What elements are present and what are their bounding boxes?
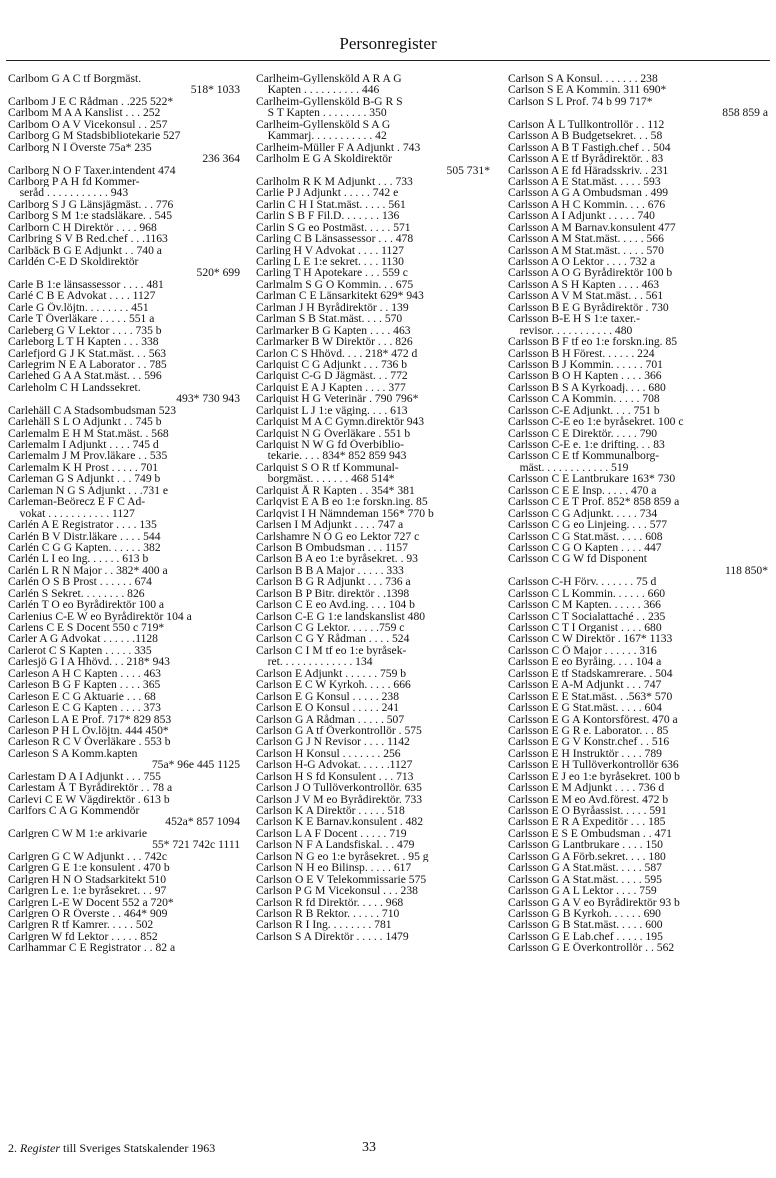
register-entry: Carler A G Advokat . . . . . .1128 [8, 633, 158, 645]
register-entry: 452a* 857 1094 [165, 816, 240, 828]
register-entry: Carlsson A B Budgetsekret. . . 58 [508, 130, 663, 142]
register-entry: Carleson L A E Prof. 717* 829 853 [8, 713, 172, 725]
register-entry: Carlemalm I Adjunkt . . . . 745 d [8, 439, 159, 451]
register-entry: Carlsson E M eo Avd.förest. 472 b [508, 793, 669, 805]
register-entry: Carlsson C G Stat.mäst. . . . . 608 [508, 530, 663, 542]
register-entry: Carlsson A O G Byrådirektör 100 b [508, 267, 673, 279]
register-entry: Carlevi C E W Vägdirektör . 613 b [8, 793, 170, 805]
register-entry: Carlsson E H Instruktör . . . . 789 [508, 747, 662, 760]
register-entry: Carleson P H L Öv.löjtn. 444 450* [8, 724, 169, 737]
register-entry: Carlson C-E G 1:e landskanslist 480 [256, 610, 426, 622]
register-entry: Carlsson E G R e. Laborator. . . 85 [508, 724, 669, 737]
register-entry: Carlgren C W M 1:e arkivarie [8, 827, 147, 840]
register-entry: Carling H V Advokat . . . . 1127 [256, 244, 404, 256]
register-entry: Carlborg P A H fd Kommer- [8, 175, 140, 188]
register-entry: Carlén S Sekret. . . . . . . . 826 [8, 587, 145, 600]
register-entry: Carlson B P Bitr. direktör . .1398 [256, 587, 410, 600]
register-entry: Carlsson G A Stat.mäst. . . . . 595 [508, 873, 662, 886]
register-entry: Carlbom O A V Vicekonsul . . 257 [8, 118, 168, 131]
register-entry: tekarie. . . . 834* 852 859 943 [256, 450, 407, 462]
register-entry: Carlehäll C A Stadsombudsman 523 [8, 404, 177, 417]
register-entry: Carlsson A E fd Häradsskriv. . 231 [508, 164, 669, 176]
register-entry: Carlson E G Konsul . . . . . 238 [256, 690, 399, 703]
register-entry: Carlsson C T I Organist . . . . 680 [508, 622, 662, 634]
register-entry: Carlsson E G A Kontorsförest. 470 a [508, 713, 678, 725]
register-entry: Carlsson C E E Insp. . . . . 470 a [508, 484, 657, 497]
register-entry: Carlgren O R Överste . . 464* 909 [8, 907, 168, 920]
register-entry: Kammarj. . . . . . . . . . . 42 [256, 130, 387, 142]
register-entry: Carlin S B F Fil.D. . . . . . . 136 [256, 210, 400, 222]
register-entry: Carlsson G A V eo Byrådirektör 93 b [508, 896, 680, 908]
register-entry: Carlsson E G V Konstr.chef . . 516 [508, 736, 670, 748]
column-2 [256, 73, 490, 942]
register-entry: Carlin C H I Stat.mäst. . . . . 561 [256, 198, 406, 211]
register-entry: Carlson S A Direktör . . . . . 1479 [256, 930, 409, 943]
page-title: Personregister [339, 34, 437, 53]
register-entry: Carleman-Beörecz E F C Ad- [8, 496, 146, 508]
register-entry: Carlborg N O F Taxer.intendent 474 [8, 164, 176, 176]
register-entry: Carleson E C G Aktuarie . . . 68 [8, 690, 156, 703]
register-entry: Carlie P J Adjunkt . . . . . 742 e [256, 187, 399, 199]
register-entry: Carlson J O Tullöverkontrollör. 635 [256, 782, 422, 794]
register-entry: Carlgren H N O Stadsarkitekt 510 [8, 873, 167, 886]
register-entry: Carlon C S Hhövd. . . . 218* 472 d [256, 347, 418, 359]
register-entry: Carleholm C H Landssekret. [8, 381, 141, 394]
register-entry: Carlbring S V B Red.chef . . .1163 [8, 233, 168, 245]
register-entry: Carlson L A F Docent . . . . . 719 [256, 827, 407, 840]
register-entry: Carlén T O eo Byrådirektör 100 a [8, 599, 165, 611]
register-entry: Carlén C G G Kapten. . . . . . 382 [8, 541, 161, 554]
register-entry: Carlqvist E A B eo 1:e forskn.ing. 85 [256, 496, 428, 508]
register-entry: Carleman N G S Adjunkt . . .731 e [8, 484, 169, 497]
register-entry: 118 850* [724, 564, 768, 577]
register-entry: Carlén O S B Prost . . . . . . 674 [8, 576, 152, 588]
register-entry: Carlson J V M eo Byrådirektör. 733 [256, 793, 423, 805]
register-entry: seråd . . . . . . . . . . . 943 [8, 187, 129, 199]
register-entry: Carlsson G Lantbrukare . . . . 150 [508, 839, 663, 851]
register-entry: Carlén A E Registrator . . . . 135 [8, 519, 157, 531]
register-entry: Carlson N H eo Bilinsp. . . . . 617 [256, 862, 412, 874]
footer-prefix: 2. [8, 1141, 20, 1155]
register-entry: Carlsson C W Direktör . 167* 1133 [508, 633, 673, 645]
register-entry: Carlsson A H C Kommin. . . . 676 [508, 198, 666, 211]
register-entry: Carlsson E eo Byråing. . . . 104 a [508, 656, 662, 668]
register-entry: Carlson C E eo Avd.ing. . . . 104 b [256, 599, 415, 611]
register-entry: Carlquist H G Veterinär . 790 796* [256, 393, 419, 405]
register-entry: Kapten . . . . . . . . . . 446 [256, 84, 380, 96]
register-entry: Carlsson G A Stat.mäst. . . . . 587 [508, 862, 662, 874]
register-entry: Carlsson C A Kommin. . . . . 708 [508, 393, 660, 405]
register-entry: Carlson B B A Major . . . . . 333 [256, 564, 404, 577]
register-entry: Carlson H Konsul . . . . . . . 256 [256, 747, 401, 760]
register-entry: Carleson R C V Överläkare . 553 b [8, 736, 171, 748]
register-entry: Carlheim-Müller F A Adjunkt . 743 [256, 141, 421, 154]
register-entry: Carlson H-G Advokat. . . . . .1127 [256, 759, 413, 771]
register-entry: Carlsson C E tf Kommunalborg- [508, 450, 660, 462]
register-entry: Carlsson A G A Ombudsman . 499 [508, 187, 669, 199]
register-entry: Carlborg S M 1:e stadsläkare. . 545 [8, 210, 173, 222]
register-entry: Carleson B G F Kapten . . . . 365 [8, 679, 161, 691]
register-entry: borgmäst. . . . . . . 468 514* [256, 473, 395, 485]
register-entry: Carlehed G A A Stat.mäst. . . 596 [8, 370, 162, 382]
register-entry: Carlson S E A Kommin. 311 690* [508, 84, 667, 96]
register-entry: Carlsson G E Överkontrollör . . 562 [508, 942, 675, 954]
register-entry: Carlsson B F tf eo 1:e forskn.ing. 85 [508, 336, 678, 348]
register-entry: Carle T Överläkare . . . . . 551 a [8, 313, 155, 325]
footer-italic: Register [20, 1141, 60, 1155]
register-entry: revisor. . . . . . . . . . . 480 [508, 324, 633, 337]
register-entry: Carlson P G M Vicekonsul . . . 238 [256, 885, 418, 897]
register-entry: Carlsson E G Stat.mäst. . . . . 604 [508, 702, 662, 714]
register-entry: Carlsson A O Lektor . . . . 732 a [508, 256, 656, 268]
register-entry: Carlholm R K M Adjunkt . . . 733 [256, 175, 413, 188]
register-entry: Carlsson A M Stat.mäst. . . . . 570 [508, 244, 664, 256]
register-entry: Carlson R fd Direktör. . . . . 968 [256, 896, 404, 908]
register-entry: Carlsson C E Lantbrukare 163* 730 [508, 473, 676, 485]
page-number: 33 [362, 1140, 376, 1155]
register-entry: Carlemalm J M Prov.läkare . . 535 [8, 450, 168, 462]
register-entry: Carlbom M A A Kanslist . . . 252 [8, 107, 161, 119]
register-entry: Carleson S A Komm.kapten [8, 747, 138, 760]
register-entry: Carlsson C E Direktör. . . . . 790 [508, 427, 658, 439]
register-entry: Carlsson B S A Kyrkoadj. . . . 680 [508, 381, 666, 394]
register-entry: Carlefjord G J K Stat.mäst. . . 563 [8, 347, 167, 359]
register-entry: Carleson A H C Kapten . . . . 463 [8, 667, 161, 680]
register-entry: Carlmarker B G Kapten . . . . 463 [256, 324, 411, 337]
register-entry: Carlson G J N Revisor . . . . 1142 [256, 736, 410, 748]
register-entry: vokat . . . . . . . . . . . 1127 [8, 507, 135, 520]
register-entry: Carlegrim N E A Laborator . . 785 [8, 358, 167, 371]
register-entry: Carlholm E G A Skoldirektör [256, 153, 392, 165]
register-entry: Carle G Öv.löjtn. . . . . . . . 451 [8, 301, 149, 314]
register-entry: Carlhammar C E Registrator . . 82 a [8, 942, 176, 954]
register-entry: 858 859 a [722, 107, 768, 119]
register-entry: 505 731* [446, 164, 490, 176]
register-entry: Carlquist N W G fd Överbiblio- [256, 439, 405, 451]
register-entry: mäst. . . . . . . . . . . . 519 [508, 461, 629, 474]
register-entry: Carlsson B E G Byrådirektör . 730 [508, 301, 669, 314]
register-entry: Carlsson E A-M Adjunkt . . . 747 [508, 679, 662, 691]
register-entry: Carling C B Länsassessor . . . 478 [256, 233, 414, 245]
register-entry: Carlman S B Stat.mäst. . . . 570 [256, 313, 403, 325]
register-entry: Carlman C E Länsarkitekt 629* 943 [256, 290, 424, 302]
register-entry: Carlsson B H Förest. . . . . . 224 [508, 347, 655, 359]
register-entry: Carlgren G C W Adjunkt . . . 742c [8, 850, 167, 863]
register-entry: Carlsson B-E H S 1:e taxer.- [508, 313, 641, 325]
register-entry: Carlmalm S G O Kommin. . . 675 [256, 278, 414, 291]
register-entry: 518* 1033 [190, 84, 240, 96]
register-entry: Carlson N F A Landsfiskal. . . 479 [256, 839, 415, 851]
register-entry: Carlin S G eo Postmäst. . . . . 571 [256, 221, 411, 234]
register-entry: Carlquist S O R tf Kommunal- [256, 461, 399, 474]
register-entry: Carlsson G E Lab.chef . . . . . 195 [508, 930, 663, 943]
register-entry: 493* 730 943 [176, 393, 240, 405]
register-entry: Carlson E O Konsul . . . . . 241 [256, 702, 399, 714]
register-entry: Carlsson B O H Kapten . . . . 366 [508, 370, 662, 382]
register-entry: Carlson R I Ing. . . . . . . . 781 [256, 919, 392, 931]
register-entry: Carlsson C-H Förv. . . . . . . 75 d [508, 576, 657, 588]
register-entry: Carlson G A Rådman . . . . . 507 [256, 713, 405, 725]
register-entry: Carlson H S fd Konsulent . . . 713 [256, 770, 414, 783]
register-entry: Carlborn C H Direktör . . . . 968 [8, 221, 157, 234]
register-entry: Carlestam Å T Byrådirektör . . 78 a [8, 782, 173, 794]
register-entry: Carlsson C Ö Major . . . . . . 316 [508, 644, 657, 657]
register-entry: Carlsson C-E Adjunkt. . . . 751 b [508, 404, 660, 417]
register-entry: Carlsson G B Kyrkoh. . . . . . 690 [508, 907, 661, 920]
register-entry: Carlquist L J 1:e väging. . . . 613 [256, 404, 408, 417]
register-entry: Carlsson E R A Expeditör . . . 185 [508, 816, 666, 828]
register-entry: Carlsson E E Stat.mäst. . .563* 570 [508, 690, 673, 703]
register-entry: Carlgren R tf Kamrer. . . . . 502 [8, 919, 154, 931]
register-entry: Carlheim-Gyllensköld A R A G [256, 73, 402, 85]
register-entry: Carlbom G A C tf Borgmäst. [8, 73, 142, 85]
register-entry: Carlehäll S L O Adjunkt . . 745 b [8, 416, 162, 428]
register-entry: Carlsson C E T Prof. 852* 858 859 a [508, 496, 680, 508]
register-entry: Carlson S A Konsul. . . . . . . 238 [508, 73, 658, 85]
register-entry: Carlsson E S E Ombudsman . . 471 [508, 827, 672, 840]
register-entry: Carleson E C G Kapten . . . . 373 [8, 702, 161, 714]
register-entry: Carling L E 1:e sekret. . . . 1130 [256, 256, 404, 268]
register-entry: Carleman G S Adjunkt . . . 749 b [8, 473, 161, 485]
register-entry: Carlfors C A G Kommendör [8, 805, 140, 817]
register-entry: Carlheim-Gyllensköld S A G [256, 118, 391, 131]
register-entry: Carlson K A Direktör . . . . . 518 [256, 805, 405, 817]
register-entry: Carlemalm E H M Stat.mäst. . 568 [8, 427, 169, 439]
register-entry: Carlson C G Lektor. . . . . .759 c [256, 622, 405, 634]
register-entry: Carlson K E Barnav.konsulent . 482 [256, 816, 424, 828]
column-3 [508, 73, 768, 954]
register-entry: Carlsson A E tf Byrådirektör. . 83 [508, 153, 664, 165]
register-entry: Carlerot C S Kapten . . . . . 335 [8, 644, 152, 657]
register-entry: Carlens C E S Docent 550 c 719* [8, 622, 165, 634]
register-entry: Carlson E Adjunkt . . . . . . 759 b [256, 667, 407, 680]
register-entry: Carlsson A I Adjunkt . . . . . 740 [508, 210, 655, 222]
register-entry: Carlsson E O Byråassist. . . . . 591 [508, 805, 667, 817]
column-1 [8, 73, 240, 954]
register-entry: Carlsson C G eo Linjeing. . . . 577 [508, 519, 668, 531]
register-entry: 55* 721 742c 1111 [152, 839, 240, 851]
register-entry: Carlborg N I Överste 75a* 235 [8, 141, 152, 154]
register-entry: ret. . . . . . . . . . . . . 134 [256, 656, 373, 668]
register-entry: Carlsson A B T Fastigh.chef . . 504 [508, 141, 671, 154]
register-entry: Carlquist M A C Gymn.direktör 943 [256, 416, 425, 428]
register-entry: Carlsson G A Förb.sekret. . . . 180 [508, 850, 666, 863]
register-entry: Carlman J H Byrådirektör . . 139 [256, 301, 409, 314]
register-entry: Carlsson C L Kommin. . . . . . 660 [508, 587, 666, 600]
register-entry: Carlquist C G Adjunkt . . . 736 b [256, 358, 408, 371]
register-entry: Carlbäck B G E Adjunkt . . 740 a [8, 244, 162, 256]
register-entry: Carlemalm K H Prost . . . . . 701 [8, 461, 159, 474]
register-entry: 75a* 96e 445 1125 [151, 759, 240, 771]
register-entry: Carlsson G A L Lektor . . . . 759 [508, 885, 657, 897]
register-entry: Carlsson C-E e. 1:e drifting. . . 83 [508, 439, 665, 451]
footer-source [8, 1141, 568, 1156]
register-entry: Carlsson G B Stat.mäst. . . . . 600 [508, 919, 663, 931]
register-entry: Carlsson C-E eo 1:e byråsekret. 100 c [508, 416, 684, 428]
register-entry: Carlenius C-E W eo Byrådirektör 104 a [8, 610, 192, 622]
header-rule [6, 60, 770, 61]
register-entry: Carlsson C G Adjunkt. . . . . 734 [508, 507, 658, 520]
register-entry: Carlsen I M Adjunkt . . . . 747 a [256, 519, 404, 531]
register-entry: Carlestam D A I Adjunkt . . . 755 [8, 770, 161, 783]
register-entry: Carlqvist I H Nämndeman 156* 770 b [256, 507, 434, 520]
register-entry: Carlesjö G I A Hhövd. . . 218* 943 [8, 656, 170, 668]
register-entry: S T Kapten . . . . . . . . 350 [256, 107, 387, 119]
register-entry: Carlquist C-G D Jägmäst. . . 772 [256, 370, 408, 382]
register-entry: 520* 699 [196, 267, 240, 279]
register-entry: Carlén L R N Major . . 382* 400 a [8, 564, 168, 577]
register-entry: Carlson G A tf Överkontrollör . 575 [256, 724, 422, 737]
register-entry: Carlson C I M tf eo 1:e byråsek- [256, 644, 407, 657]
register-entry: Carlmarker B W Direktör . . . 826 [256, 336, 413, 348]
register-entry: Carlén L I eo Ing. . . . . . 613 b [8, 553, 149, 565]
register-entry: Carlsson A E Stat.mäst. . . . . 593 [508, 175, 661, 188]
register-entry: Carlson B A eo 1:e byråsekret. . 93 [256, 553, 418, 565]
register-entry: Carlsson E H Tullöverkontrollör 636 [508, 759, 679, 771]
register-entry: Carle B 1:e länsassessor . . . . 481 [8, 278, 164, 291]
register-entry: Carlsson C G W fd Disponent [508, 553, 648, 565]
register-entry: Carlsson A V M Stat.mäst. . . 561 [508, 290, 664, 302]
register-entry: Carlson E C W Kyrkoh. . . . . 666 [256, 679, 411, 691]
register-entry: Carleberg G V Lektor . . . . 735 b [8, 324, 162, 337]
register-entry: Carlsson A M Stat.mäst. . . . . 566 [508, 233, 664, 245]
register-entry: Carlén B V Distr.läkare . . . . 544 [8, 530, 161, 542]
register-entry: Carlheim-Gyllensköld B-G R S [256, 95, 403, 108]
register-entry: Carlson S L Prof. 74 b 99 717* [508, 95, 653, 108]
register-entry: Carlsson C G O Kapten . . . . 447 [508, 541, 662, 554]
register-entry: Carlshamre N O G eo Lektor 727 c [256, 530, 420, 542]
register-entry: Carlgren L e. 1:e byråsekret. . . 97 [8, 885, 167, 897]
register-entry: Carlquist E A J Kapten . . . . 377 [256, 381, 406, 394]
register-entry: Carlson Å L Tullkontrollör . . 112 [508, 118, 665, 131]
register-entry: Carlson C G Y Rådman . . . . 524 [256, 633, 410, 645]
register-entry: Carlsson B J Kommin. . . . . . 701 [508, 358, 663, 371]
register-entry: Carlson B Ombudsman . . . 1157 [256, 541, 408, 554]
register-entry: Carlsson A M Barnav.konsulent 477 [508, 221, 676, 234]
register-entry: Carlsson E tf Stadskamrerare. . 504 [508, 667, 673, 680]
register-entry: Carlson R B Rektor. . . . . . 710 [256, 907, 400, 920]
register-entry: Carlborg G M Stadsbibliotekarie 527 [8, 130, 181, 142]
register-entry: Carlgren L-E W Docent 552 a 720* [8, 896, 174, 908]
register-entry: Carling T H Apotekare . . . 559 c [256, 267, 408, 279]
register-entry: Carlbom J E C Rådman . .225 522* [8, 95, 174, 108]
register-entry: Carlsson E J eo 1:e byråsekret. 100 b [508, 770, 680, 783]
register-entry: Carlquist N G Överläkare . 551 b [256, 427, 411, 439]
register-entry: Carldén C-E D Skoldirektör [8, 256, 139, 268]
register-entry: Carlsson A S H Kapten . . . . 463 [508, 278, 660, 291]
register-entry: Carlsson E M Adjunkt . . . . 736 d [508, 782, 665, 794]
register-entry: Carlborg S J G Länsjägmäst. . . 776 [8, 198, 174, 211]
register-entry: Carlgren G E 1:e konsulent . 470 b [8, 862, 170, 874]
register-entry: Carlsson C T Socialattaché . . 235 [508, 610, 666, 622]
register-entry: Carlson B G R Adjunkt . . . 736 a [256, 576, 411, 588]
register-entry: Carlsson C M Kapten. . . . . . 366 [508, 599, 661, 611]
register-entry: Carlquist Å R Kapten . . 354* 381 [256, 484, 415, 497]
register-entry: Carlson O E V Telekommissarie 575 [256, 873, 427, 886]
register-entry: Carlgren W fd Lektor . . . . . 852 [8, 930, 158, 943]
register-entry: 236 364 [202, 153, 240, 165]
register-entry: Carleborg L T H Kapten . . . 338 [8, 336, 159, 348]
register-entry: Carlson N G eo 1:e byråsekret. . 95 g [256, 850, 429, 863]
register-entry: Carlé C B E Advokat . . . . 1127 [8, 290, 156, 302]
footer-suffix: till Sveriges Statskalender 1963 [60, 1141, 216, 1155]
